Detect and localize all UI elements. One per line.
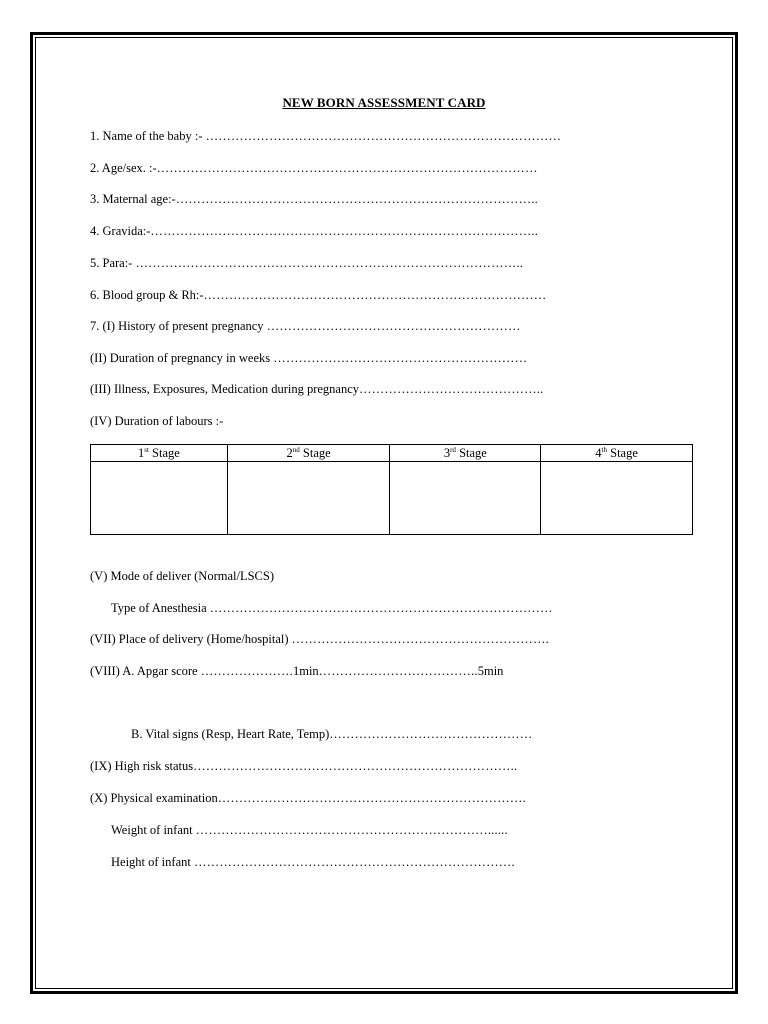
fill-line[interactable]: …………………………………………………… [273,351,528,365]
fill-line[interactable]: ………………………………………………………………………… [205,129,562,143]
field-label: 1. Name of the baby :- [90,129,206,143]
stage-1-cell[interactable] [91,462,228,535]
stage-2-cell[interactable] [227,462,390,535]
field-label: (VIII) A. Apgar score [90,664,201,678]
field-label: (III) Illness, Exposures, Medication during pregnancy [90,382,360,396]
field-height[interactable] [111,854,515,870]
field-label: 7. (I) History of present pregnancy [90,319,267,333]
stage-1-header: 1st Stage [91,445,228,462]
fill-line[interactable]: ………………………………………… [329,727,533,741]
field-label: (II) Duration of pregnancy in weeks [90,351,274,365]
field-label: Type of Anesthesia [111,601,210,615]
field-label: (IV) Duration of labours :- [90,414,224,428]
field-apgar-score[interactable] [90,663,503,679]
fill-line[interactable]: …………………. [200,664,293,678]
fill-line[interactable]: …………………………………………………… [266,319,521,333]
fill-line[interactable]: ……………………………………………………………………… [209,601,553,615]
field-duration-pregnancy[interactable] [90,350,527,366]
field-mode-delivery [90,568,274,584]
stage-4-header: 4th Stage [541,445,693,462]
field-label: 3. Maternal age:- [90,192,176,206]
field-label: (X) Physical examination [90,791,218,805]
field-baby-name[interactable] [90,128,561,144]
fill-line[interactable]: ……………………………………………………………………………….. [150,224,539,238]
fill-line[interactable]: ……………………………….. [318,664,478,678]
field-weight[interactable] [111,822,508,838]
apgar-1min-label: 1min [292,664,319,678]
field-age-sex[interactable] [90,160,538,176]
field-history[interactable] [90,318,521,334]
apgar-5min-label: 5min [477,664,504,678]
fill-line[interactable]: …………………………………….. [359,382,544,396]
field-physical-exam[interactable] [90,790,526,806]
field-label: Weight of infant [111,823,196,837]
card-title: NEW BORN ASSESSMENT CARD [282,95,486,110]
fill-line[interactable]: ……………………………………………………………………………….. [135,256,524,270]
field-label: 6. Blood group & Rh:- [90,288,204,302]
field-label: 5. Para:- [90,256,136,270]
fill-line[interactable]: ……………………………………………………………...... [195,823,508,837]
field-blood-group[interactable] [90,287,546,303]
field-high-risk[interactable] [90,758,517,774]
field-maternal-age[interactable] [90,191,538,207]
fill-line[interactable]: …………………………………………………………………. [193,855,515,869]
field-label: B. Vital signs (Resp, Heart Rate, Temp) [131,727,330,741]
field-anesthesia[interactable] [111,600,553,616]
fill-line[interactable]: ……………………………………………………. [291,632,549,646]
field-place-delivery[interactable] [90,631,549,647]
stage-4-cell[interactable] [541,462,693,535]
field-para[interactable] [90,255,523,271]
stage-2-header: 2nd Stage [227,445,390,462]
fill-line[interactable]: ………………………………………………………………. [217,791,526,805]
field-label: Height of infant [111,855,194,869]
field-label: (VII) Place of delivery (Home/hospital) [90,632,292,646]
table-row [91,462,693,535]
field-label: (V) Mode of deliver (Normal/LSCS) [90,569,274,583]
field-label: 2. Age/sex. :- [90,161,157,175]
field-gravida[interactable] [90,223,538,239]
table-header-row [91,445,693,462]
fill-line[interactable]: ………………………………………………………………………….. [175,192,538,206]
field-label: (IX) High risk status [90,759,194,773]
field-illness[interactable] [90,381,543,397]
fill-line[interactable]: ………………………………………………………………….. [193,759,518,773]
field-duration-labours [90,413,223,429]
fill-line[interactable]: ……………………………………………………………………………… [156,161,538,175]
stage-3-header: 3rd Stage [390,445,541,462]
field-vital-signs[interactable] [131,726,532,742]
field-label: 4. Gravida:- [90,224,151,238]
labour-stages-table [90,444,693,535]
fill-line[interactable]: ……………………………………………………………………… [203,288,547,302]
stage-3-cell[interactable] [390,462,541,535]
